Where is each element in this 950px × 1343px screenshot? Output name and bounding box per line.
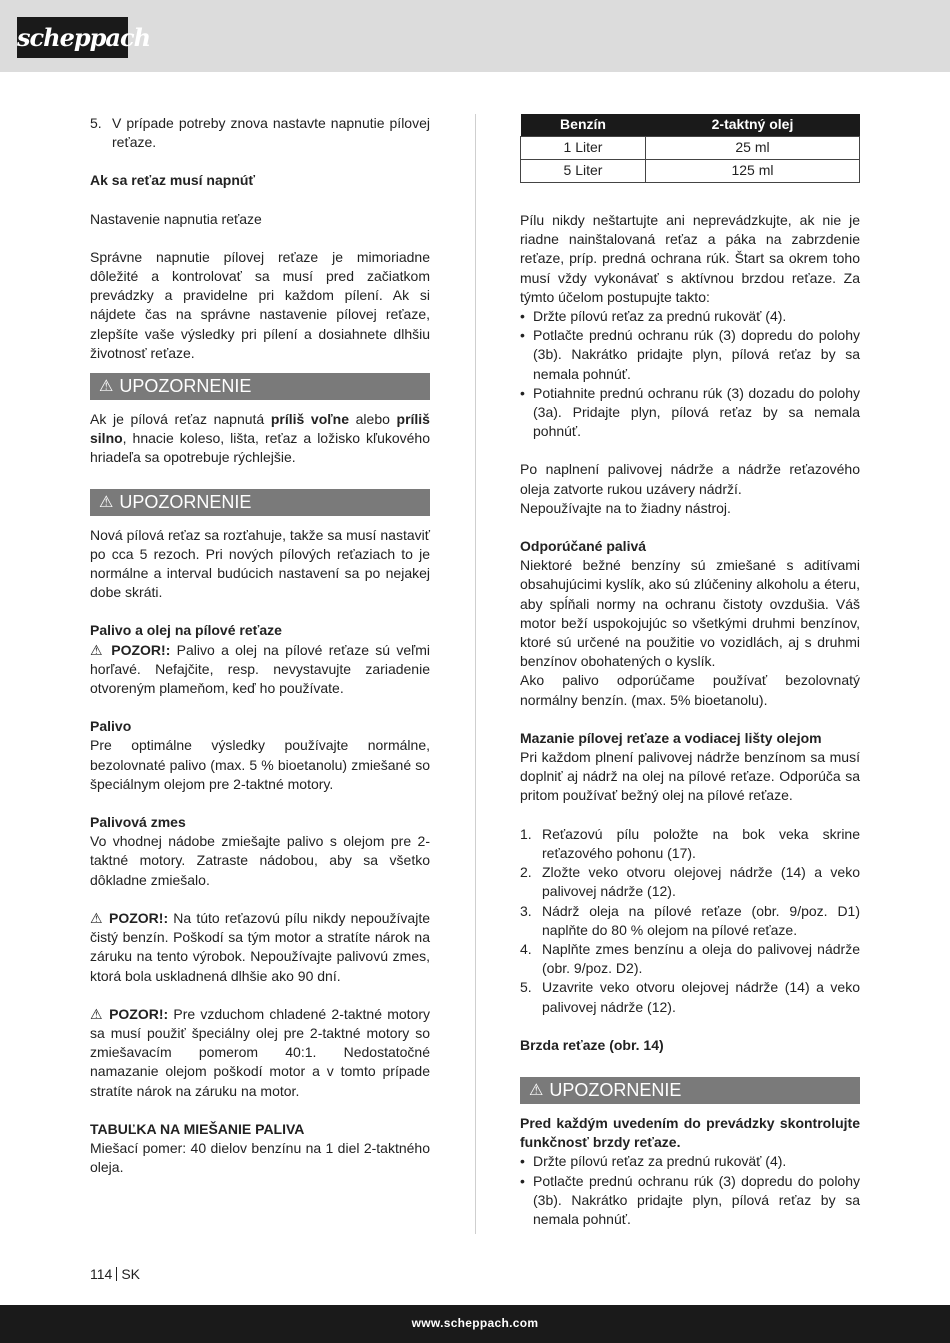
list-number: 5. <box>520 979 532 996</box>
heading-lubrication: Mazanie pílovej reťaze a vodiacej lišty olejom <box>520 729 822 746</box>
warning-title: UPOZORNENIE <box>119 376 252 397</box>
right-column <box>520 114 860 1248</box>
list-item <box>520 863 860 901</box>
list-number: 4. <box>520 940 532 957</box>
warning-icon: ⚠ <box>90 909 104 926</box>
pozor-label: POZOR!: <box>109 1005 169 1022</box>
paragraph-fuel: Pre optimálne výsledky používajte normálne, bezolovnaté palivo (max. 5 % bioetanolu) zmiešané so špeciálnym olejom pre 2-taktné motory. <box>90 737 430 792</box>
paragraph-fuel-oil <box>90 641 430 699</box>
list-item <box>520 326 860 384</box>
list-text: Potlačte prednú ochranu rúk (3) dopredu do polohy (3b). Nakrátko pridajte plyn, pílová reťaz by sa nemala pohnúť. <box>533 1172 860 1227</box>
list-item <box>520 902 860 940</box>
table-header-row <box>521 114 860 137</box>
list-item <box>520 940 860 978</box>
list-text: Naplňte zmes benzínu a oleja do palivovej nádrže (obr. 9/poz. D2). <box>542 940 860 977</box>
heading-chain-brake: Brzda reťaze (obr. 14) <box>520 1036 664 1053</box>
text-run: Palivo a olej na pílové reťaze sú veľmi horľavé. Nefajčite, resp. nevystavujte zariadenie otvoreným plameňom, keď ho používate. <box>90 641 430 697</box>
table-header: Benzín <box>521 114 646 137</box>
list-number: 2. <box>520 864 532 881</box>
bullet-list-2 <box>520 1152 860 1229</box>
table-cell: 1 Liter <box>521 137 646 160</box>
list-text: Uzavrite veko otvoru olejovej nádrže (14) a veko palivovej nádrže (12). <box>542 979 860 1015</box>
page-language: SK <box>121 1266 141 1282</box>
paragraph-recommended: Niektoré bežné benzíny sú zmiešané s aditívami obsahujúcimi kyslík, ako sú zlúčeniny alkoholu a éteru, aby spĺňali normy na ochranu čistoty ovzdušia. Váš motor beží uspokojujúc so všetkými druhmi benzínov, ktoré sú určené na použitie vo vozidlách, aj s druhmi benzínov obohatených o kyslík. <box>520 557 860 670</box>
paragraph-start: Pílu nikdy neštartujte ani neprevádzkujte, ak nie je riadne nainštalovaná reťaz a páka na zabrzdenie reťaze, príp. predná ochrana rúk. Štart sa okrem toho musí vždy vykonávať s aktívnou brzdou reťaze. Za týmto účelom postupujte takto: <box>520 212 860 305</box>
warning-icon: ⚠ <box>90 1005 104 1022</box>
list-text: Nádrž oleja na pílové reťaze (obr. 9/poz. D1) naplňte do 80 % olejom na pílové reťaze. <box>542 902 860 938</box>
footer-url: www.scheppach.com <box>411 1316 539 1330</box>
table-row <box>521 137 860 160</box>
text-run: alebo <box>349 411 397 428</box>
bold-run: príliš silno <box>90 411 430 447</box>
table-cell: 125 ml <box>646 160 860 183</box>
list-item <box>520 978 860 1016</box>
list-text: V prípade potreby znova nastavte napnutie pílovej reťaze. <box>112 115 430 151</box>
paragraph-lubrication: Pri každom plnení palivovej nádrže benzínom sa musí doplniť aj nádrž na olej na pílové reťaze. Odporúča sa pritom používať bežný olej na pílové reťaze. <box>520 749 860 804</box>
table-header: 2-taktný olej <box>646 114 860 137</box>
warning-icon: ⚠ <box>90 641 105 658</box>
header-bar <box>0 0 950 72</box>
text-run: Na túto reťazovú pílu nikdy nepoužívajte čistý benzín. Poškodí sa tým motor a stratíte nárok na záruku na tento výrobok. Nepoužívajte palivovú zmes, ktorá bola uskladnená dlhšie ako 90 dní. <box>90 909 431 984</box>
bullet-list-1 <box>520 307 860 441</box>
heading-tension: Ak sa reťaz musí napnúť <box>90 172 256 189</box>
table-cell: 25 ml <box>646 137 860 160</box>
scheppach-logo: scheppach <box>17 17 128 58</box>
numbered-list-step5 <box>90 114 430 152</box>
paragraph-fill-2: Nepoužívajte na to žiadny nástroj. <box>520 499 731 516</box>
list-text: Držte pílovú reťaz za prednú rukoväť (4). <box>533 1153 787 1170</box>
page-number-separator <box>116 1267 117 1281</box>
table-row <box>521 160 860 183</box>
column-divider <box>475 114 476 1234</box>
heading-mix: Palivová zmes <box>90 814 186 831</box>
heading-mix-table: TABUĽKA NA MIEŠANIE PALIVA <box>90 1120 305 1137</box>
list-number: 3. <box>520 902 532 919</box>
paragraph-mix: Vo vhodnej nádobe zmiešajte palivo s olejom pre 2-taktné motory. Zatraste nádobou, aby sa všetko dôkladne zmiešalo. <box>90 833 430 888</box>
text-run: Pre vzduchom chladené 2-taktné motory sa musí použiť špeciálny olej pre 2-taktné motory so zmiešavacím pomerom 40:1. Nedostatočné namazanie olejom poškodí motor a v tomto prípade stratíte nárok na záruku na motor. <box>90 1005 430 1099</box>
fuel-mix-table <box>520 114 860 183</box>
warning-banner-3 <box>520 1077 860 1104</box>
bullet-icon: • <box>520 384 525 401</box>
paragraph-tension-body: Správne napnutie pílovej reťaze je mimoriadne dôležité a kontrolovať sa musí pred začiatkom prevádzky a pravidelne pri každom pílení. Ak si nájdete čas na správne nastavenie pílovej reťaze, zlepšíte vaše výsledky pri pílení a dosiahnete dlhšiu životnosť reťaze. <box>90 248 430 361</box>
list-item <box>520 825 860 863</box>
warning-icon: ⚠ <box>99 493 114 511</box>
list-item <box>520 384 860 442</box>
list-item <box>520 1172 860 1230</box>
bold-run: príliš voľne <box>270 411 349 428</box>
list-number: 1. <box>520 825 532 842</box>
pozor-label: POZOR!: <box>111 641 171 658</box>
bullet-icon: • <box>520 327 525 344</box>
bullet-icon: • <box>520 1172 525 1189</box>
warning-title: UPOZORNENIE <box>549 1079 682 1100</box>
list-text: Potiahnite prednú ochranu rúk (3) dozadu do polohy (3a). Pridajte plyn, pílová reťaz by sa nemala pohnúť. <box>533 384 860 440</box>
bullet-icon: • <box>520 308 525 325</box>
list-text: Potlačte prednú ochranu rúk (3) dopredu do polohy (3b). Nakrátko pridajte plyn, pílová reťaz by sa nemala pohnúť. <box>533 327 860 382</box>
paragraph-brake-check: Pred každým uvedením do prevádzky skontrolujte funkčnosť brzdy reťaze. <box>520 1114 860 1151</box>
paragraph-fill-1: Po naplnení palivovej nádrže a nádrže reťazového oleja zatvorte rukou uzávery nádrží. <box>520 461 860 497</box>
page-number-value: 114 <box>90 1266 113 1282</box>
warning-banner-2 <box>90 489 430 516</box>
list-item <box>520 307 860 326</box>
warning-icon: ⚠ <box>529 1081 544 1099</box>
page-number <box>90 1265 140 1284</box>
text-run: , hnacie koleso, lišta, reťaz a ložisko kľukového hriadeľa sa opotrebuje rýchlejšie. <box>90 430 430 466</box>
heading-fuel: Palivo <box>90 718 132 735</box>
heading-recommended-fuels: Odporúčané palivá <box>520 538 647 555</box>
warning-icon: ⚠ <box>99 378 114 396</box>
paragraph-tension-setting: Nastavenie napnutia reťaze <box>90 210 262 227</box>
paragraph-recommended-2: Ako palivo odporúčame používať bezolovnatý normálny benzín. (max. 5% bioetanolu). <box>520 672 860 708</box>
paragraph-pozor-2 <box>90 909 430 986</box>
warning-banner-1 <box>90 373 430 400</box>
heading-fuel-oil: Palivo a olej na pílové reťaze <box>90 622 282 639</box>
warning-title: UPOZORNENIE <box>119 491 252 512</box>
paragraph-mix-ratio: Miešací pomer: 40 dielov benzínu na 1 diel 2-taktného oleja. <box>90 1139 430 1176</box>
text-run: Ak je pílová reťaz napnutá <box>90 411 271 428</box>
pozor-label: POZOR!: <box>109 909 169 926</box>
list-item <box>520 1152 860 1171</box>
list-number: 5. <box>90 115 102 131</box>
table-cell: 5 Liter <box>521 160 646 183</box>
footer-bar <box>0 1305 950 1343</box>
bullet-icon: • <box>520 1153 525 1170</box>
paragraph-pozor-3 <box>90 1005 430 1101</box>
list-text: Držte pílovú reťaz za prednú rukoväť (4). <box>533 308 787 325</box>
list-text: Zložte veko otvoru olejovej nádrže (14) a veko palivovej nádrže (12). <box>542 864 860 900</box>
warning-text-1 <box>90 410 430 468</box>
numbered-list-steps <box>520 825 860 1017</box>
left-column <box>90 114 430 1196</box>
list-text: Reťazovú pílu položte na bok veka skrine reťazového pohonu (17). <box>542 825 860 861</box>
list-item <box>90 114 430 152</box>
warning-text-2: Nová pílová reťaz sa rozťahuje, takže sa musí nastaviť po cca 5 rezoch. Pri nových pílových reťaziach to je normálne a interval budúcich nastavení sa po nejakej dobe skráti. <box>90 526 430 601</box>
